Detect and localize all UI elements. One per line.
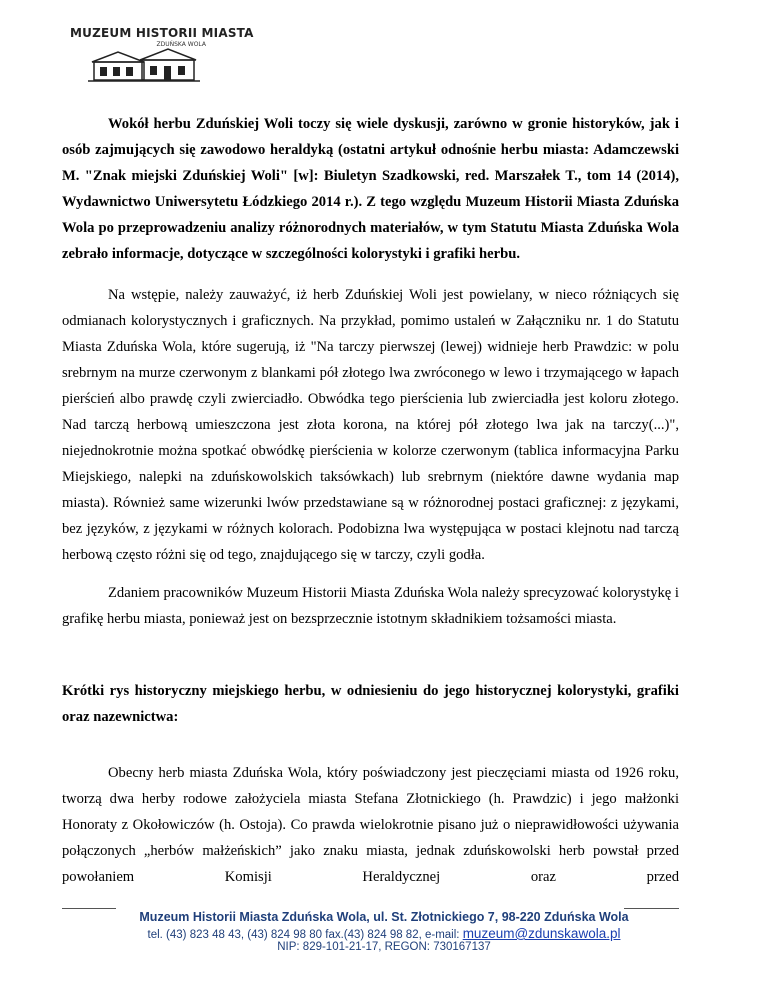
history-paragraph-block bbox=[62, 760, 679, 890]
logo-subtitle: ZDUŃSKA WOLA bbox=[156, 41, 206, 48]
opinion-paragraph-block bbox=[62, 580, 679, 632]
history-paragraph: Obecny herb miasta Zduńska Wola, który poświadczony jest pieczęciami miasta od 1926 roku, tworzą dwa herby rodowe założyciela miasta Stefana Złotnickiego (h. Prawdzic) i jego małżonki Honoraty z Okołowiczów (h. Ostoja). Co prawda wielokrotnie pisano już o nieprawidłowości używania połączonych „herbów małżeńskich” jako znaku miasta, jednak zduńskowolski herb powstał przed powołaniem Komisji Heraldycznej oraz przed bbox=[62, 765, 679, 885]
opinion-paragraph: Zdaniem pracowników Muzeum Historii Miasta Zduńska Wola należy sprecyzować kolorystykę i grafikę herbu miasta, ponieważ jest on bezsprzecznie istotnym składnikiem tożsamości miasta. bbox=[62, 585, 679, 627]
museum-logo bbox=[70, 22, 254, 82]
footer-tax-ids: NIP: 829-101-21-17, REGON: 730167137 bbox=[277, 941, 491, 953]
footer-contact bbox=[0, 926, 768, 941]
variants-paragraph: Na wstępie, należy zauważyć, iż herb Zduńskiej Woli jest powielany, w nieco różniących się odmianach kolorystycznych i graficznych. Na przykład, pomimo ustaleń w Załączniku nr. 1 do Statutu Miasta Zduńska Wola, które sugerują, iż "Na tarczy pierwszej (lewej) widnieje herb Prawdzic: w polu srebrnym na murze czerwonym z blankami pół złotego lwa zwróconego w lewo i trzymającego w łapach pierścień albo prawdę czyli zwierciadło. Obwódka tego pierścienia lub zwierciadła jest koloru złotego. Nad tarczą herbową umieszczona jest złota korona, na której pół złotego lwa jak na tarczy(...)", niejednokrotnie można spotkać obwódkę pierścienia w kolorze czerwonym (tablica informacyjna Parku Miejskiego, nalepki na zduńskowolskich taksówkach) lub srebrnym (niektóre dawne wydania map miasta). Również same wizerunki lwów przedstawiane są w różnorodnej postaci graficznej: z językami, bez języków, z językami w różnych kolorach. Podobizna lwa występująca w postaci klejnotu nad tarczą herbową często różni się od tego, znajdującego się w tarczy, czyli godła. bbox=[62, 287, 679, 563]
footer-divider-left bbox=[62, 908, 116, 909]
section-heading-block bbox=[62, 678, 679, 730]
section-heading: Krótki rys historyczny miejskiego herbu, w odniesieniu do jego historycznej kolorystyki, grafiki oraz nazewnictwa: bbox=[62, 683, 679, 725]
footer-address: Muzeum Historii Miasta Zduńska Wola, ul. St. Złotnickiego 7, 98-220 Zduńska Wola bbox=[139, 910, 629, 924]
variants-paragraph-block bbox=[62, 282, 679, 568]
logo-title: MUZEUM HISTORII MIASTA bbox=[70, 26, 254, 40]
footer-phone-text: tel. (43) 823 48 43, (43) 824 98 80 fax.(43) 824 98 82, e-mail: bbox=[147, 929, 463, 941]
footer-email-link[interactable]: muzeum@zdunskawola.pl bbox=[462, 926, 621, 941]
intro-paragraph: Wokół herbu Zduńskiej Woli toczy się wiele dyskusji, zarówno w gronie historyków, jak i osób zajmujących się zawodowo heraldyką (ostatni artykuł odnośnie herbu miasta: Adamczewski M. "Znak miejski Zduńskiej Woli" [w]: Biuletyn Szadkowski, red. Marszałek T., tom 14 (2014), Wydawnictwo Uniwersytetu Łódzkiego 2014 r.). Z tego względu Muzeum Historii Miasta Zduńska Wola po przeprowadzeniu analizy różnorodnych materiałów, w tym Statutu Miasta Zduńska Wola zebrało informacje, dotyczące w szczególności kolorystyki i grafiki herbu. bbox=[62, 116, 679, 262]
museum-building-icon bbox=[88, 46, 200, 82]
intro-paragraph-block bbox=[62, 111, 679, 267]
footer-divider-right bbox=[624, 908, 679, 909]
